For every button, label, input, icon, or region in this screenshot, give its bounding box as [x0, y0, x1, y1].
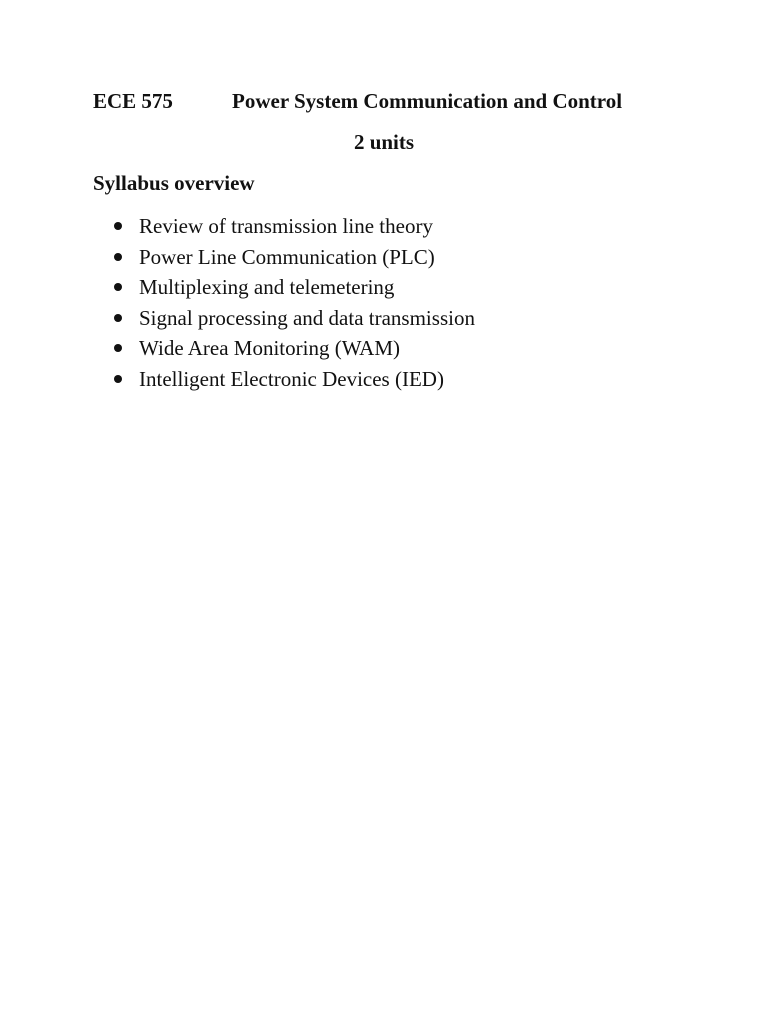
topic-text: Signal processing and data transmission	[139, 305, 475, 330]
topic-text: Review of transmission line theory	[139, 214, 433, 238]
syllabus-overview-heading: Syllabus overview	[93, 171, 255, 195]
topic-text: Multiplexing and telemetering	[139, 275, 395, 299]
bullet-icon	[114, 222, 122, 230]
course-units-line	[0, 127, 768, 157]
course-heading	[93, 86, 693, 116]
topic-text: Power Line Communication (PLC)	[139, 244, 435, 269]
course-units: 2 units	[353, 130, 415, 154]
bullet-icon	[114, 253, 122, 261]
bullet-icon	[114, 375, 122, 383]
bullet-icon	[114, 344, 122, 352]
topic-text: Wide Area Monitoring (WAM)	[139, 336, 401, 360]
course-title: Power System Communication and Control	[232, 89, 623, 113]
bullet-icon	[114, 283, 122, 291]
bullet-icon	[114, 314, 122, 322]
course-code: ECE 575	[93, 89, 173, 113]
topic-text: Intelligent Electronic Devices (IED)	[139, 366, 444, 391]
